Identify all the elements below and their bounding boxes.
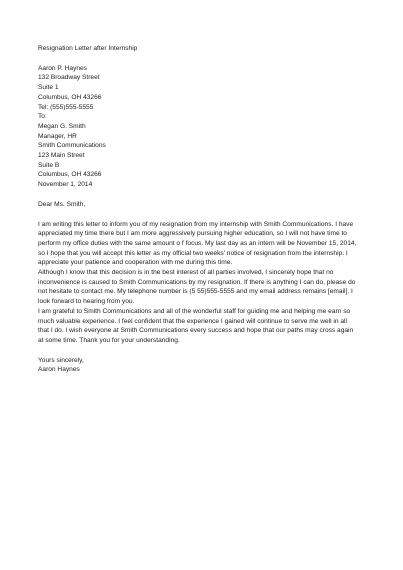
body-line: perform my office duties with the same amount o f focus. My last day as an intern will be November 15, 2014, — [38, 239, 357, 247]
letter-content — [38, 44, 370, 375]
body-line: inconvenience is caused to Smith Communications by my resignation. If there is anything I can do, please do — [38, 278, 356, 286]
recipient-suite: Suite B — [38, 161, 60, 169]
body-line: Although I know that this decision is in the best interest of all parties involved, I sincerely hope that no — [38, 269, 334, 277]
body-line: look forward to hearing from you. — [38, 298, 135, 306]
body-line: appreciate your patience and cooperation with me during this time. — [38, 259, 233, 267]
body-line: I am grateful to Smith Communications and all of the wonderful staff for guiding me and helping me earn so — [38, 307, 351, 315]
letter-date: November 1, 2014 — [38, 181, 93, 189]
document-title: Resignation Letter after Internship — [38, 45, 138, 52]
signature-name: Aaron Haynes — [38, 366, 80, 374]
to-label: To: — [38, 113, 47, 121]
recipient-city: Columbus, OH 43266 — [38, 171, 102, 179]
letter-closing — [38, 356, 370, 375]
recipient-company: Smith Communications — [38, 142, 106, 150]
sender-suite: Suite 1 — [38, 84, 59, 92]
body-line: I am writing this letter to inform you of my resignation from my internship with Smith Communications. I have — [38, 220, 354, 228]
body-line: not hesitate to contact me. My telephone number is (5 55)555-5555 and my email address remains [email]. I — [38, 288, 353, 296]
sender-address — [38, 64, 370, 113]
closing-phrase: Yours sincerely, — [38, 356, 84, 364]
body-line: appreciated my time there but I am more aggressively pursuing higher education, so I will not have time to — [38, 230, 347, 238]
recipient-street: 123 Main Street — [38, 152, 85, 160]
recipient-name: Megan G. Smith — [38, 122, 86, 130]
letter-body — [38, 220, 370, 346]
sender-street: 132 Broadway Street — [38, 74, 100, 82]
body-line: that I do. I wish everyone at Smith Communications every success and hope that our paths may cross again — [38, 327, 354, 335]
salutation: Dear Ms. Smith, — [38, 200, 86, 208]
body-line: so I hope that you will accept this letter as my official two weeks' notice of resignation from the internship. I — [38, 249, 348, 257]
recipient-address — [38, 122, 370, 190]
body-line: much valuable experience. I feel confident that the experience I gained will continue to serve me well in all — [38, 317, 347, 325]
body-line: at some time. Thank you for your understanding. — [38, 336, 180, 344]
sender-name: Aaron P. Haynes — [38, 64, 87, 72]
recipient-title: Manager, HR — [38, 132, 77, 140]
sender-phone: Tel: (555)555-5555 — [38, 103, 94, 111]
sender-city: Columbus, OH 43266 — [38, 93, 102, 101]
